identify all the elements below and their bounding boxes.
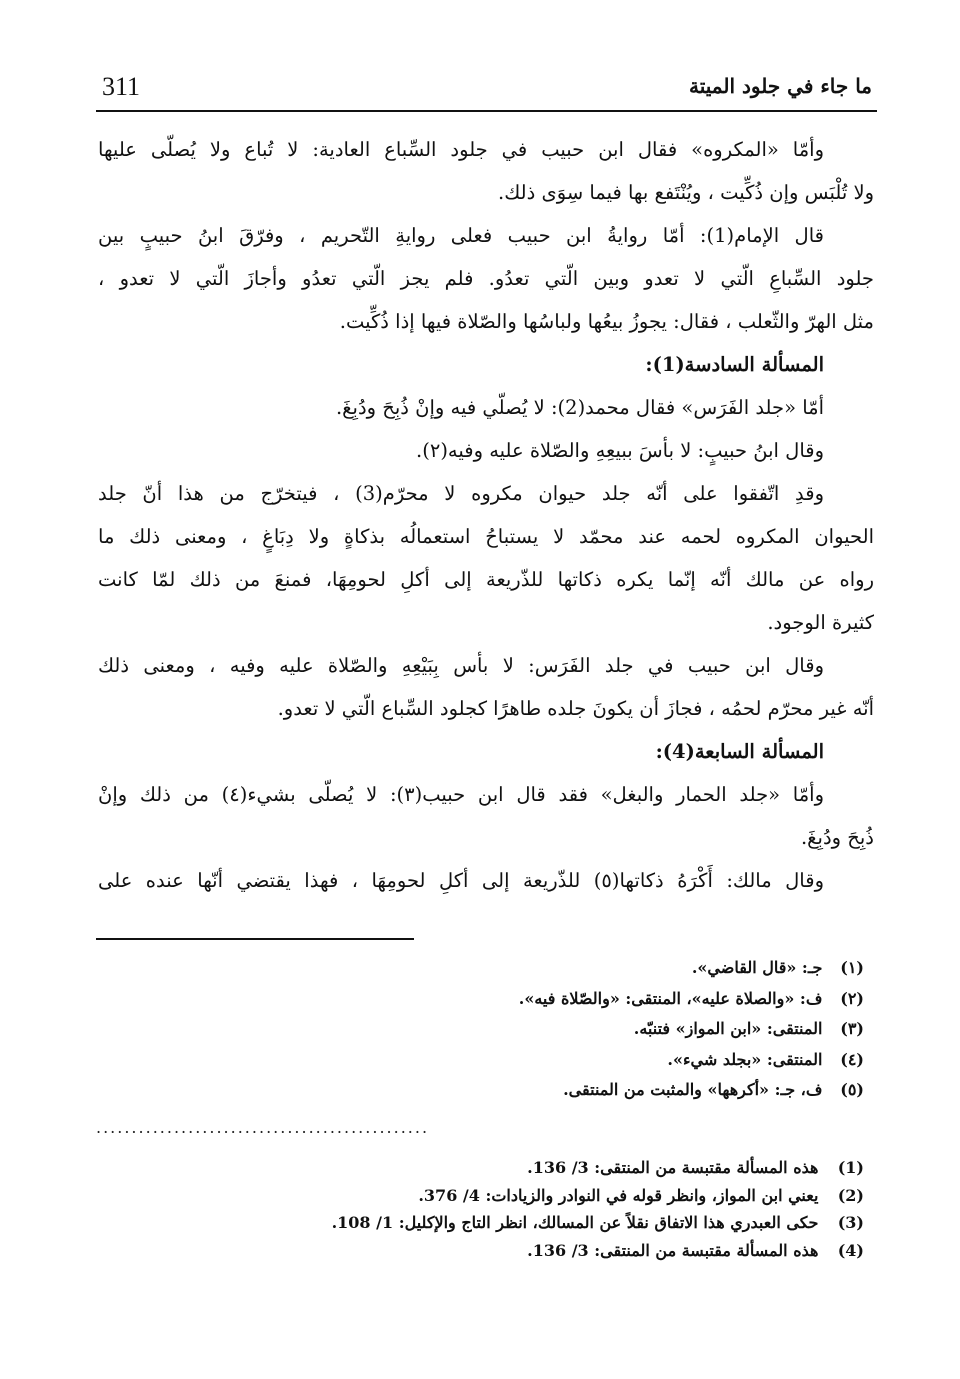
footnote <box>104 1182 864 1210</box>
footnote-number: (٢) <box>840 988 864 1008</box>
footnote-text: يعني ابن المواز، وانظر قوله في النوادر والزيادات: 4/ 376. <box>418 1185 819 1205</box>
footnote <box>104 1154 864 1182</box>
section-heading: المسألة السادسة(1): <box>645 353 824 376</box>
text-line: الحيوان المكروه لحمه عند محمّد لا يستباحُ استعمالُه بذكاةٍ ولا دِبَاغٍ ، ومعنى ذلك ما <box>98 525 874 548</box>
footnote-text: المنتقى: «بجلد شيء». <box>667 1049 823 1069</box>
section-heading: المسألة السابعة(4): <box>655 740 824 763</box>
page-header <box>96 66 872 110</box>
footnote <box>104 1014 864 1045</box>
footnote-number: (1) <box>837 1158 864 1177</box>
text-line: قال الإمام(1): أمّا روايةُ ابن حبيب فعلى روايةِ التّحريم ، وفرّقَ ابنُ حبيبٍ بين <box>98 224 824 247</box>
footnote-text: المنتقى: «ابن المواز» فتنبّه. <box>633 1019 823 1038</box>
footnote-text: ف، جـ: «أكرهها» والمثبت من المنتقى. <box>563 1080 823 1099</box>
header-rule <box>96 110 877 112</box>
manuscript-footnotes <box>104 953 864 1106</box>
text-line: ولا تُلْبَس وإن ذُكِّيت ، ويُنْتَفع بها فيما سِوَى ذلك. <box>498 181 874 204</box>
text-line: أمّا «جلد الفَرَس» فقال محمد(2): لا يُصلّي فيه وإنْ ذُبِحَ ودُبِغَ. <box>335 396 824 419</box>
footnote <box>104 1045 864 1076</box>
text-line: جلود السِّباعِ الّتي لا تعدو وبين الّتي تعدُو. فلم يجز الّتي تعدُو وأجازَ الّتي لا تعدو ، <box>98 267 874 290</box>
text-line: كثيرة الوجود. <box>767 611 874 634</box>
text-line: وقدِ اتّفقوا على أنّه جلد حيوان مكروه لا محرّم(3) ، فيتخرّج من هذا أنّ جلد <box>98 482 824 505</box>
footnote-text: هذه المسألة مقتبسة من المنتقى: 3/ 136. <box>527 1240 819 1260</box>
footnote-separator: ............................................... <box>96 1118 430 1137</box>
footnote-rule <box>96 938 414 940</box>
text-line: مثل الهرّ والثّعلب ، فقال: يجوزُ بيعُها ولباسُها والصّلاة فيها إذا ذُكِّيت. <box>339 310 874 333</box>
footnote-number: (١) <box>840 958 864 977</box>
running-title: ما جاء في جلود الميتة <box>689 74 872 98</box>
footnote-number: (٤) <box>840 1049 864 1069</box>
footnote <box>104 1075 864 1106</box>
footnote-number: (٣) <box>840 1019 864 1038</box>
text-line: وقال ابنُ حبيبٍ: لا بأسَ ببيعِهِ والصّلاة عليه وفيه(٢). <box>416 439 824 462</box>
footnote <box>104 1209 864 1237</box>
footnote-number: (٥) <box>840 1080 864 1099</box>
footnote <box>104 953 864 984</box>
text-line: وقال مالك: أَكْرَهُ ذكاتها(٥) للذّريعة إلى أكلِ لحومِهَا ، فهذا يقتضي أنّها عنده على <box>98 869 824 892</box>
page-number: 311 <box>102 72 141 101</box>
editor-footnotes <box>104 1154 864 1264</box>
footnote-text: جـ: «قال القاضي». <box>691 958 823 977</box>
footnote-number: (3) <box>837 1213 864 1232</box>
text-line: وأمّا «جلد الحمار والبغل» فقد قال ابن حبيب(٣): لا يُصلّى بشيء(٤) من ذلك وإنْ <box>98 783 825 806</box>
footnote-text: حكى العبدري هذا الاتفاق نقلاً عن المسالك، انظر التاج والإكليل: 1/ 108. <box>331 1213 819 1232</box>
text-line: وأمّا «المكروه» فقال ابن حبيب في جلود السِّباع العادية: لا تُباع ولا يُصلّى عليها <box>98 138 824 161</box>
footnote-text: ف: «والصلاة عليه»، المنتقى: «والصّلاة فيه». <box>518 988 823 1008</box>
main-text <box>98 128 874 902</box>
footnote <box>104 1237 864 1265</box>
text-line: رواه عن مالك أنّه إنّما يكره ذكاتها للذّريعة إلى أكلِ لحومِهَا، فمنعَ من ذلك لمّا كانت <box>98 568 874 591</box>
text-line: وقال ابن حبيب في جلد الفَرَس: لا بأس بِبَيْعِهِ والصّلاة عليه وفيه ، ومعنى ذلك <box>98 654 824 677</box>
footnote-number: (4) <box>837 1240 864 1260</box>
footnote <box>104 984 864 1015</box>
footnote-text: هذه المسألة مقتبسة من المنتقى: 3/ 136. <box>527 1158 819 1177</box>
text-line: أنّه غير محرّم لحمُه ، فجازَ أن يكونَ جلده طاهرًا كجلود السِّباع الّتي لا تعدو. <box>277 697 874 720</box>
text-line: ذُبِحَ ودُبِغَ. <box>800 826 874 849</box>
footnote-number: (2) <box>837 1185 864 1205</box>
